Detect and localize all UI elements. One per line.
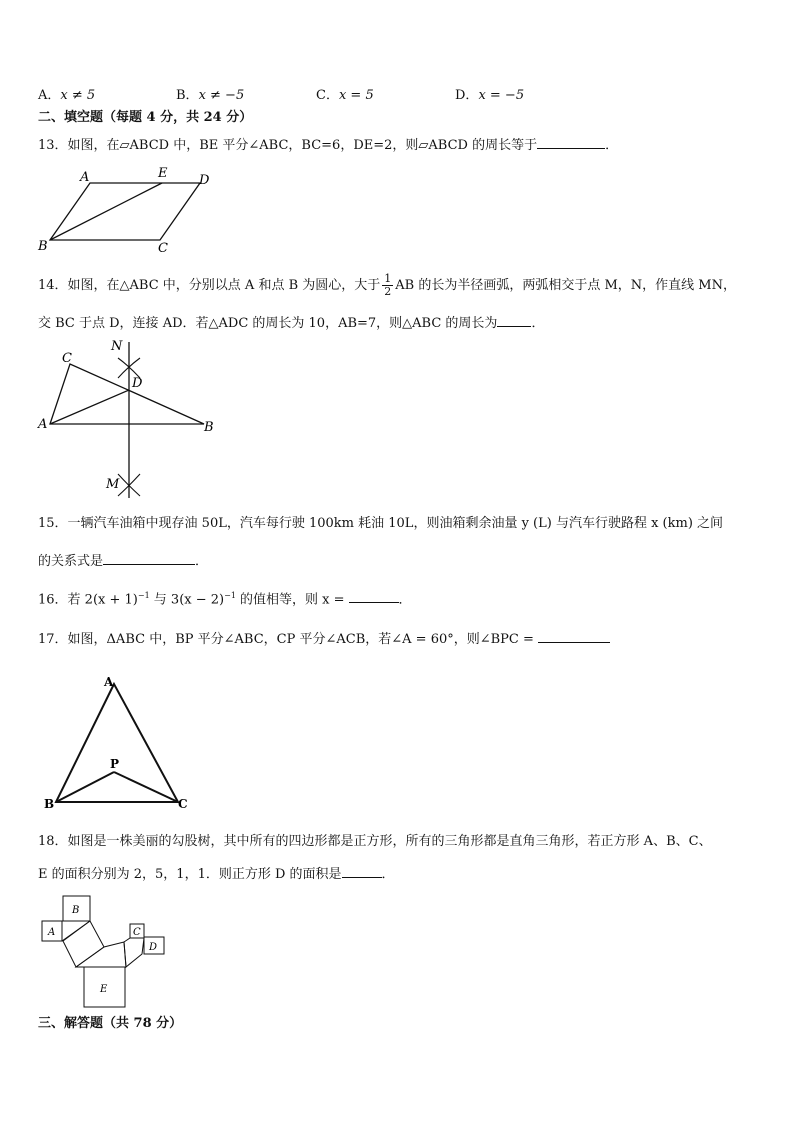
q14-label-c: C xyxy=(62,351,72,366)
q18-square-middle-right xyxy=(124,938,144,967)
option-d xyxy=(455,84,524,103)
q14-label-m: M xyxy=(106,477,120,492)
q14-label-a: A xyxy=(38,417,48,432)
q15-line2-text: 的关系式是 xyxy=(38,554,104,569)
q18-label-a: A xyxy=(48,927,56,938)
q14-segment-ad xyxy=(50,390,129,424)
q17-segment-bp xyxy=(56,772,114,802)
q17-label-a: A xyxy=(104,675,114,689)
q18-label-e: E xyxy=(100,984,108,995)
q14-end: ． xyxy=(531,316,545,331)
q13-label-d: D xyxy=(199,173,210,188)
q14-frac-den: 2 xyxy=(384,285,392,298)
q15-line2 xyxy=(38,552,208,570)
option-a-expr: x ≠ 5 xyxy=(60,88,96,103)
option-d-label: D． xyxy=(455,88,479,103)
q14-answer-blank xyxy=(497,314,531,327)
q16-part-b: 与 3(x − 2) xyxy=(149,592,225,608)
q17-text xyxy=(38,630,610,648)
option-c-label: C． xyxy=(316,88,339,103)
q14-line1-b: AB 的长为半径画弧，两弧相交于点 M，N，作直线 MN， xyxy=(395,278,736,293)
q18-square-middle-left xyxy=(63,921,104,967)
q14-frac-num: 1 xyxy=(384,272,392,285)
q17-label-b: B xyxy=(44,797,55,811)
q13-label-e: E xyxy=(158,166,168,181)
q18-end: ． xyxy=(381,867,395,882)
q15-line1: 15．一辆汽车油箱中现存油 50L，汽车每行驶 100km 耗油 10L，则油箱剩余油量 y (L) 与汽车行驶路程 x (km) 之间 xyxy=(38,516,724,531)
q15-answer-blank xyxy=(103,552,195,565)
q16-part-a: 16．若 2(x + 1) xyxy=(38,592,138,608)
q17-label-p: P xyxy=(110,757,120,771)
q17-triangle-abc xyxy=(56,684,178,802)
q14-line1 xyxy=(38,272,736,300)
q13-text xyxy=(38,136,618,154)
q14-triangle-abc xyxy=(50,364,204,424)
q13-figure xyxy=(30,166,230,256)
q13-segment-be xyxy=(50,183,162,240)
q13-end: ． xyxy=(605,138,619,153)
q18-label-b: B xyxy=(72,905,80,916)
q16-exponent-2: −1 xyxy=(224,591,236,600)
option-b-label: B． xyxy=(176,88,199,103)
q18-line1: 18．如图是一株美丽的勾股树，其中所有的四边形都是正方形，所有的三角形都是直角三角形，若正方形 A、B、C、 xyxy=(38,834,712,849)
q18-triangle-leg-left xyxy=(62,921,90,941)
q18-answer-blank xyxy=(342,865,382,878)
option-c xyxy=(316,84,374,103)
option-c-expr: x = 5 xyxy=(338,88,374,103)
option-d-expr: x = −5 xyxy=(478,88,525,103)
option-b xyxy=(176,84,244,103)
q14-fraction xyxy=(382,273,393,298)
q17-label-c: C xyxy=(178,797,188,811)
q13-label-a: A xyxy=(80,170,90,185)
q18-line2 xyxy=(38,865,395,883)
option-a-label: A． xyxy=(38,88,61,103)
q16-exponent-1: −1 xyxy=(137,591,150,600)
q18-label-d: D xyxy=(149,942,158,953)
q14-label-d: D xyxy=(132,376,143,391)
q14-label-n: N xyxy=(111,339,123,354)
q14-line2 xyxy=(38,314,544,332)
q15-end: ． xyxy=(195,554,209,569)
q17-answer-blank xyxy=(538,630,610,643)
q14-line2-text: 交 BC 于点 D，连接 AD．若△ADC 的周长为 10，AB=7，则△ABC 的周长为 xyxy=(38,316,498,331)
section2-title: 二、填空题（每题 4 分，共 24 分） xyxy=(38,110,253,125)
option-b-expr: x ≠ −5 xyxy=(198,88,245,103)
q16-end: ． xyxy=(398,592,412,608)
q13-parallelogram xyxy=(50,183,200,240)
q18-line2-text: E 的面积分别为 2，5，1，1．则正方形 D 的面积是 xyxy=(38,867,342,882)
option-a xyxy=(38,84,95,103)
q17-segment-cp xyxy=(114,772,178,802)
q14-figure xyxy=(34,336,224,502)
q13-label-c: C xyxy=(158,241,168,256)
q14-label-b: B xyxy=(204,420,214,435)
q13-stem: 13．如图，在▱ABCD 中，BE 平分∠ABC，BC=6，DE=2，则▱ABCD 的周长等于 xyxy=(38,138,538,153)
q16-part-c: 的值相等，则 x = xyxy=(235,592,345,608)
q16-text xyxy=(38,588,412,608)
q17-stem: 17．如图，ΔABC 中，BP 平分∠ABC，CP 平分∠ACB，若∠A = 60°，则∠BPC = xyxy=(38,632,534,647)
q18-square-middle-top xyxy=(76,942,126,967)
q16-answer-blank xyxy=(349,590,399,603)
q14-line1-a: 14．如图，在△ABC 中，分别以点 A 和点 B 为圆心，大于 xyxy=(38,278,381,293)
q13-answer-blank xyxy=(537,136,605,149)
q18-label-c: C xyxy=(133,927,141,938)
q13-label-b: B xyxy=(38,239,48,254)
q18-figure xyxy=(38,892,168,1012)
q17-figure xyxy=(42,672,202,812)
section3-title: 三、解答题（共 78 分） xyxy=(38,1016,183,1031)
